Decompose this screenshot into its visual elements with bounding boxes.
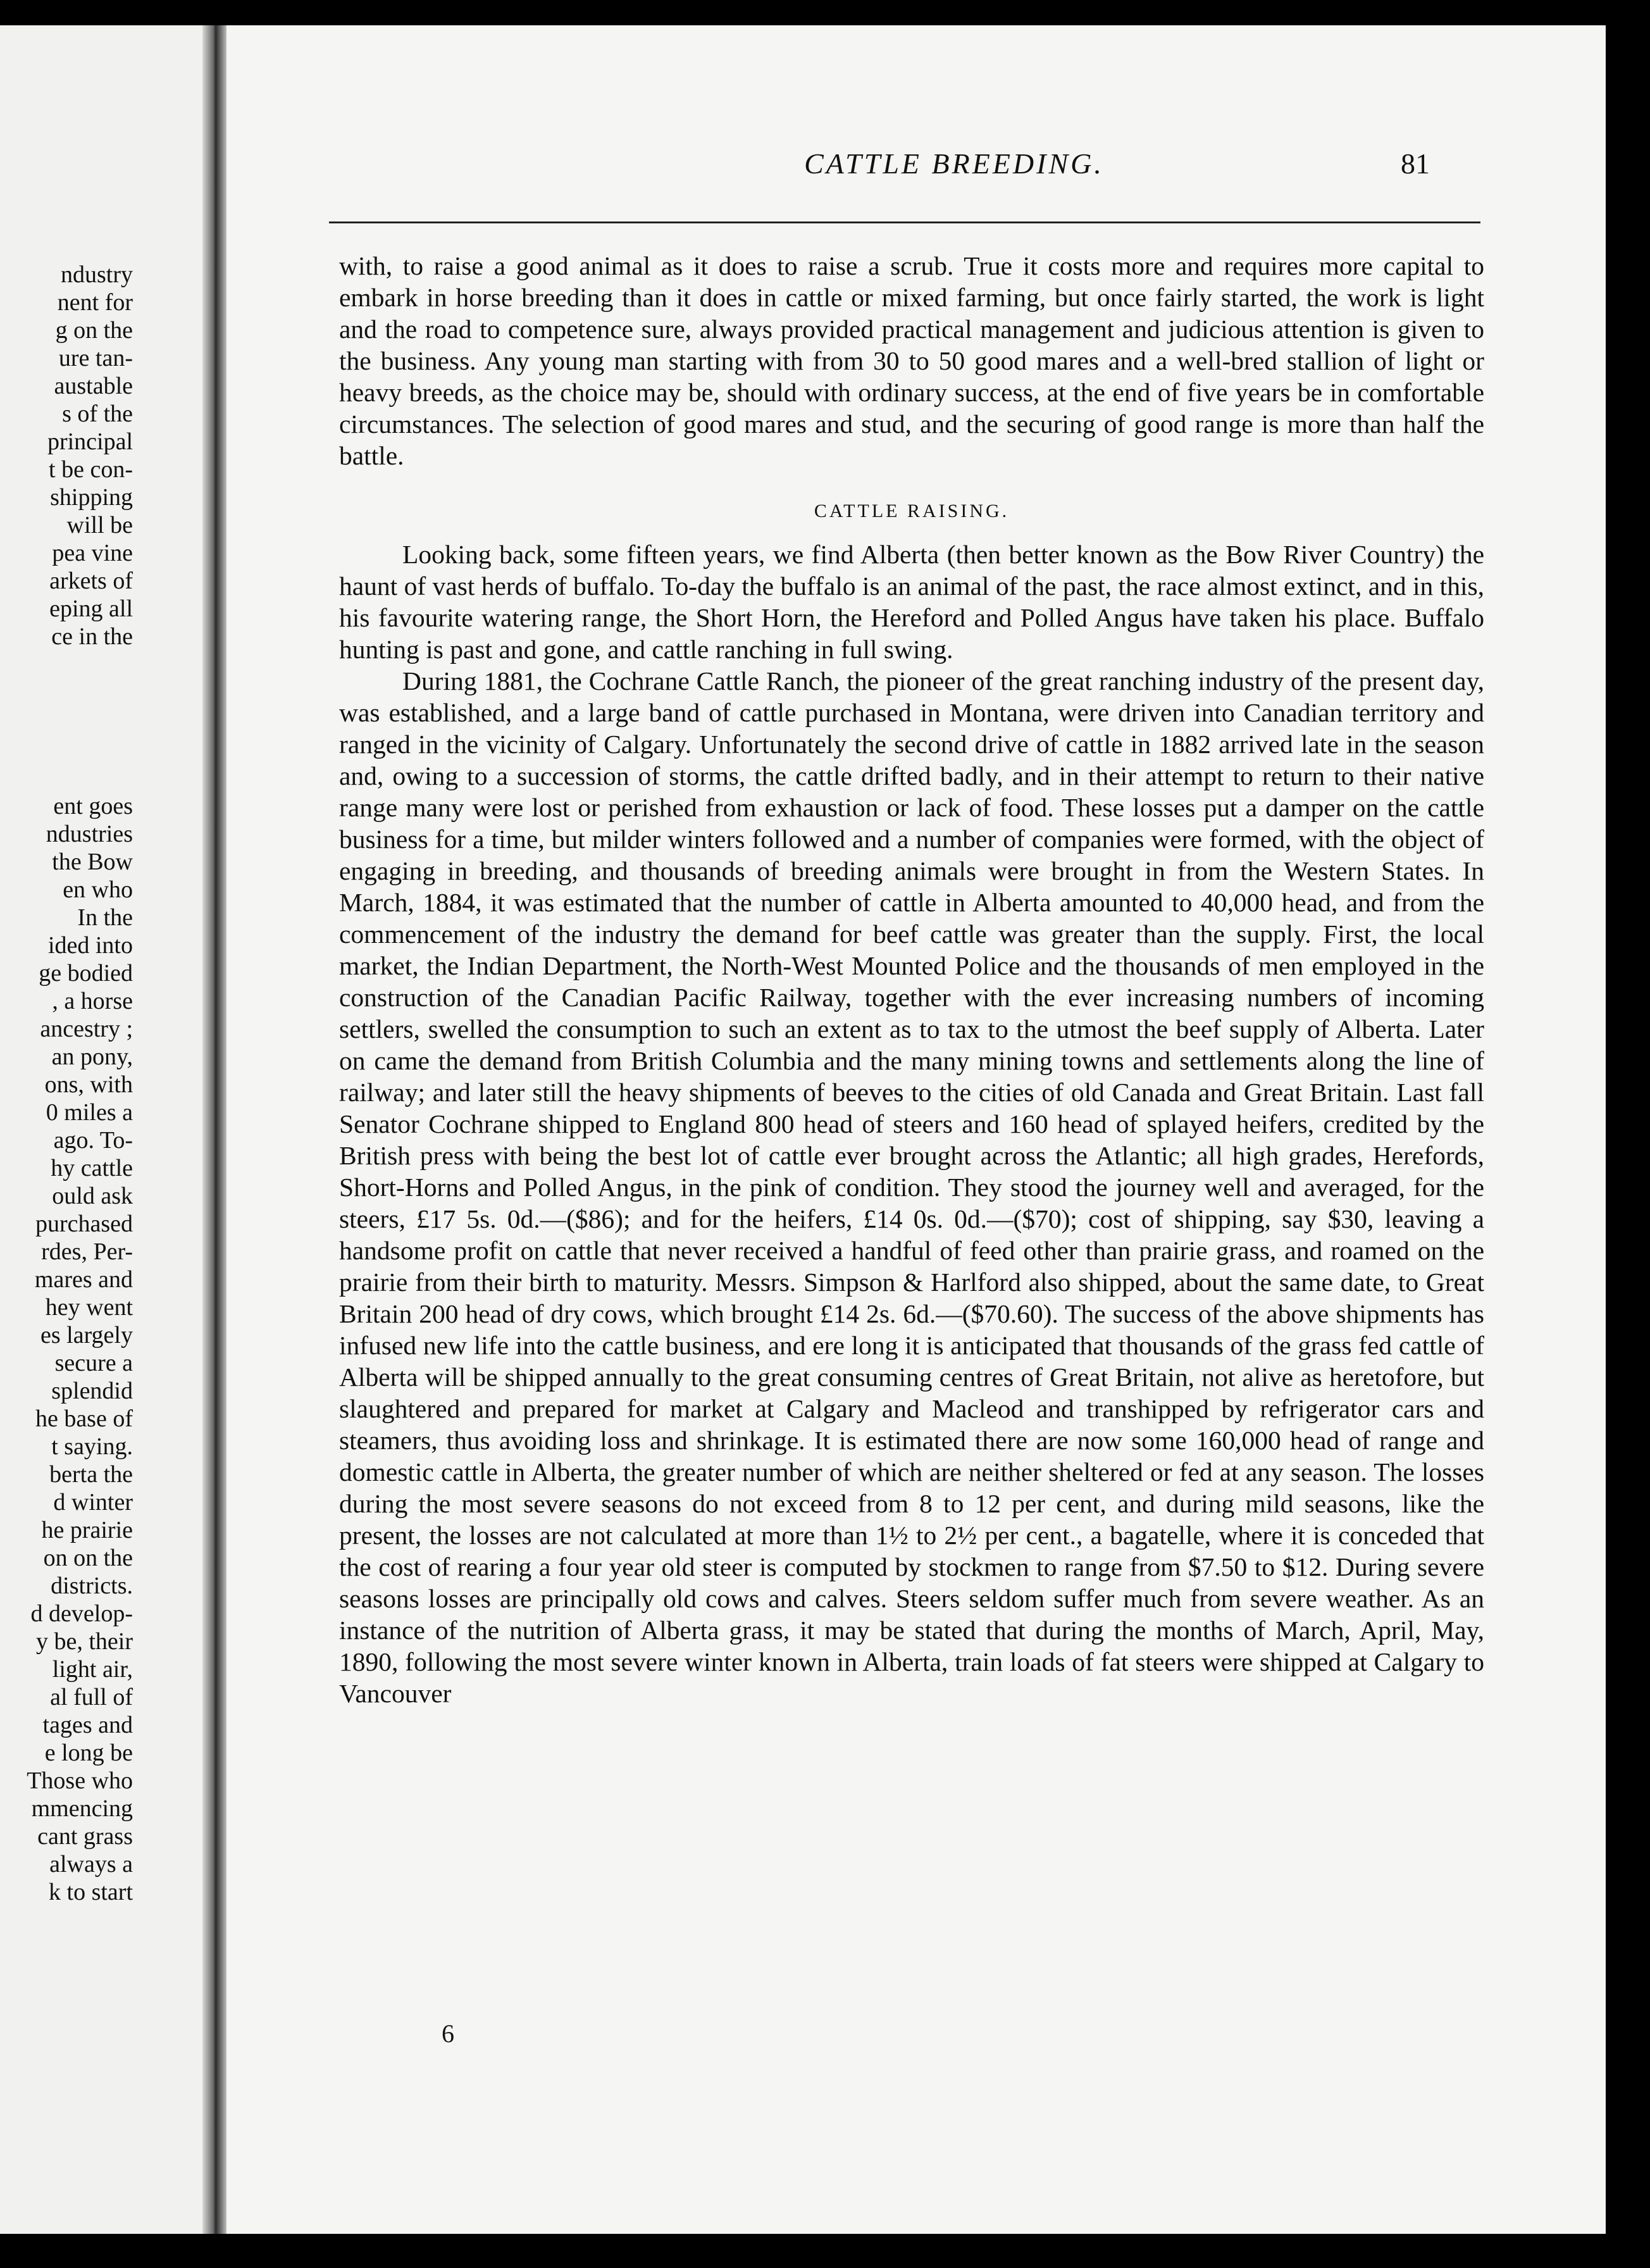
facing-page-fragment-line: ce in the bbox=[51, 623, 133, 650]
facing-page-fragment-line: hey went bbox=[45, 1294, 133, 1321]
facing-page-fragment-line: ure tan- bbox=[58, 345, 133, 371]
facing-page-fragment-line: splendid bbox=[51, 1378, 133, 1404]
facing-page-fragment-line: ancestry ; bbox=[40, 1016, 133, 1042]
facing-page-left bbox=[0, 25, 202, 2234]
facing-page-fragment-line: d winter bbox=[53, 1489, 133, 1516]
running-head: CATTLE BREEDING. bbox=[804, 147, 1104, 180]
facing-page-fragment-line: ent goes bbox=[53, 793, 133, 819]
facing-page-fragment-line: he prairie bbox=[41, 1517, 133, 1543]
facing-page-fragment-line: d develop- bbox=[30, 1600, 133, 1627]
facing-page-fragment-line: ided into bbox=[47, 932, 133, 959]
facing-page-fragment-line: y be, their bbox=[35, 1628, 133, 1655]
facing-page-fragment-line: an pony, bbox=[51, 1044, 133, 1070]
facing-page-fragment-line: principal bbox=[47, 428, 133, 455]
facing-page-fragment-line: hy cattle bbox=[51, 1155, 133, 1181]
facing-page-fragment-line: t saying. bbox=[51, 1433, 133, 1460]
facing-page-fragment-line: ons, with bbox=[44, 1071, 133, 1098]
facing-page-fragment-line: ndustries bbox=[46, 821, 133, 847]
facing-page-fragment-line: shipping bbox=[50, 484, 133, 511]
facing-page-fragment-line: mmencing bbox=[31, 1795, 133, 1822]
facing-page-fragment-line: mares and bbox=[34, 1266, 133, 1293]
facing-page-fragment-line: districts. bbox=[51, 1573, 133, 1599]
facing-page-fragment-line: secure a bbox=[54, 1350, 133, 1376]
paragraph-horse-breeding-conclusion: with, to raise a good animal as it does to raise a scrub. True it costs more and requires more capital to embark in horse breeding than it does in cattle or mixed farming, but once fairly started, the work is light and the road to competence sure, always provided practical management and judicious attention is given to the business. Any young man starting with from 30 to 50 good mares and a well-bred stallion of light or heavy breeds, as the choice may be, should with ordinary success, at the end of five years be in comfortable circumstances. The selection of good mares and stud, and the securing of good range is more than half the battle. bbox=[339, 251, 1484, 470]
facing-page-fragment-line: he base of bbox=[35, 1405, 133, 1432]
facing-page-fragment-block-1 bbox=[0, 261, 133, 651]
facing-page-fragment-line: e long be bbox=[44, 1740, 133, 1766]
paragraph-cochrane-ranch: During 1881, the Cochrane Cattle Ranch, the pioneer of the great ranching industry of the present day, was established, and a large band of cattle purchased in Montana, were driven into Canadian territory and ranged in the vicinity of Calgary. Unfortunately the second drive of cattle in 1882 arrived late in the season and, owing to a succession of storms, the cattle drifted badly, and in their attempt to return to their native range many were lost or perished from exhaustion or lack of food. These losses put a damper on the cattle business for a time, but milder winters followed and a number of companies were formed, with the object of engaging in breeding, and thousands of breeding animals were brought in from the Western States. In March, 1884, it was estimated that the number of cattle in Alberta amounted to 40,000 head, and from the commencement of the industry the demand for beef cattle was greater than the supply. First, the local market, the Indian Department, the North-West Mounted Police and the thousands of men employed in the construction of the Canadian Pacific Railway, together with the ever increasing numbers of incoming settlers, swelled the consumption to such an extent as to tax to the utmost the beef supply of Alberta. Later on came the demand from British Columbia and the many mining towns and settlements along the line of railway; and later still the heavy shipments of beeves to the cities of old Canada and Great Britain. Last fall Senator Cochrane shipped to England 800 head of steers and 160 head of splayed heifers, credited by the British press with being the best lot of cattle ever brought across the Atlantic; all high grades, Herefords, Short-Horns and Polled Angus, in the pink of condition. They stood the journey well and averaged, for the steers, £17 5s. 0d.—($86); and for the heifers, £14 0s. 0d.—($70); cost of shipping, say $30, leaving a handsome profit on cattle that never received a handful of feed other than prairie grass, and roamed on the prairie from their birth to maturity. Messrs. Simpson & Harlford also shipped, about the same date, to Great Britain 200 head of dry cows, which brought £14 2s. 6d.—($70.60). The success of the above shipments has infused new life into the cattle business, and ere long it is anticipated that thousands of the grass fed cattle of Alberta will be shipped annually to the great consuming centres of Great Britain, not alive as heretofore, but slaughtered and prepared for market at Calgary and Macleod and transhipped by refrigerator cars and steamers, thus avoiding loss and shrinkage. It is estimated there are now some 160,000 head of range and domestic cattle in Alberta, the greater number of which are neither sheltered or fed at any season. The losses during the most severe seasons do not exceed from 8 to 12 per cent, and during mild seasons, like the present, the losses are not calculated at more than 1½ to 2½ per cent., a bagatelle, where it is conceded that the cost of rearing a four year old steer is computed by stockmen to range from $7.50 to $12. During severe seasons losses are principally old cows and calves. Steers seldom suffer much from severe weather. As an instance of the nutrition of Alberta grass, it may be stated that during the months of March, April, May, 1890, following the most severe winter known in Alberta, train loads of fat steers were shipped at Calgary to Vancouver bbox=[339, 666, 1484, 1708]
facing-page-fragment-line: s of the bbox=[62, 401, 133, 427]
section-heading: CATTLE RAISING. bbox=[814, 501, 1010, 521]
facing-page-fragment-line: pea vine bbox=[52, 540, 133, 566]
facing-page-fragment-line: purchased bbox=[35, 1211, 133, 1237]
facing-page-text-fragments bbox=[0, 25, 202, 2234]
page-number: 81 bbox=[1401, 147, 1430, 180]
facing-page-fragment-line: ago. To- bbox=[53, 1127, 133, 1154]
facing-page-fragment-line: Those who bbox=[27, 1767, 133, 1794]
facing-page-fragment-line: en who bbox=[63, 876, 133, 903]
facing-page-fragment-line: austable bbox=[54, 373, 133, 399]
facing-page-fragment-line: tages and bbox=[42, 1712, 133, 1738]
facing-page-fragment-line: ge bodied bbox=[39, 960, 133, 987]
header-rule bbox=[329, 221, 1480, 223]
signature-mark: 6 bbox=[442, 2019, 454, 2048]
book-gutter bbox=[202, 25, 226, 2234]
facing-page-fragment-block-2 bbox=[0, 792, 133, 1906]
facing-page-fragment-line: In the bbox=[77, 904, 133, 931]
facing-page-fragment-line: t be con- bbox=[49, 456, 133, 483]
facing-page-fragment-line: always a bbox=[49, 1851, 133, 1878]
facing-page-fragment-line: ndustry bbox=[61, 261, 133, 288]
body-text bbox=[339, 250, 1484, 1709]
facing-page-fragment-line: cant grass bbox=[37, 1823, 133, 1850]
facing-page-fragment-line: light air, bbox=[52, 1656, 133, 1683]
facing-page-fragment-line: will be bbox=[66, 512, 133, 539]
facing-page-fragment-line: 0 miles a bbox=[46, 1099, 133, 1126]
facing-page-fragment-line: ould ask bbox=[52, 1183, 133, 1209]
facing-page-fragment-line: berta the bbox=[49, 1461, 133, 1488]
facing-page-fragment-line: , a horse bbox=[52, 988, 133, 1014]
facing-page-fragment-line: al full of bbox=[50, 1684, 133, 1710]
facing-page-fragment-line: the Bow bbox=[52, 849, 133, 875]
facing-page-fragment-line: arkets of bbox=[49, 568, 133, 594]
facing-page-fragment-line: on on the bbox=[43, 1545, 133, 1571]
facing-page-fragment-line: nent for bbox=[57, 289, 133, 316]
facing-page-fragment-line: es largely bbox=[40, 1322, 133, 1349]
paragraph-buffalo-history: Looking back, some fifteen years, we find Alberta (then better known as the Bow River Country) the haunt of vast herds of buffalo. To-day the buffalo is an animal of the past, the race almost extinct, and in this, his favourite watering range, the Short Horn, the Hereford and Polled Angus have taken his place. Buffalo hunting is past and gone, and cattle ranching in full swing. bbox=[339, 540, 1484, 664]
facing-page-fragment-line: k to start bbox=[49, 1879, 133, 1905]
facing-page-fragment-line: rdes, Per- bbox=[41, 1238, 133, 1265]
facing-page-fragment-line: eping all bbox=[49, 595, 133, 622]
facing-page-fragment-line: g on the bbox=[55, 317, 133, 344]
